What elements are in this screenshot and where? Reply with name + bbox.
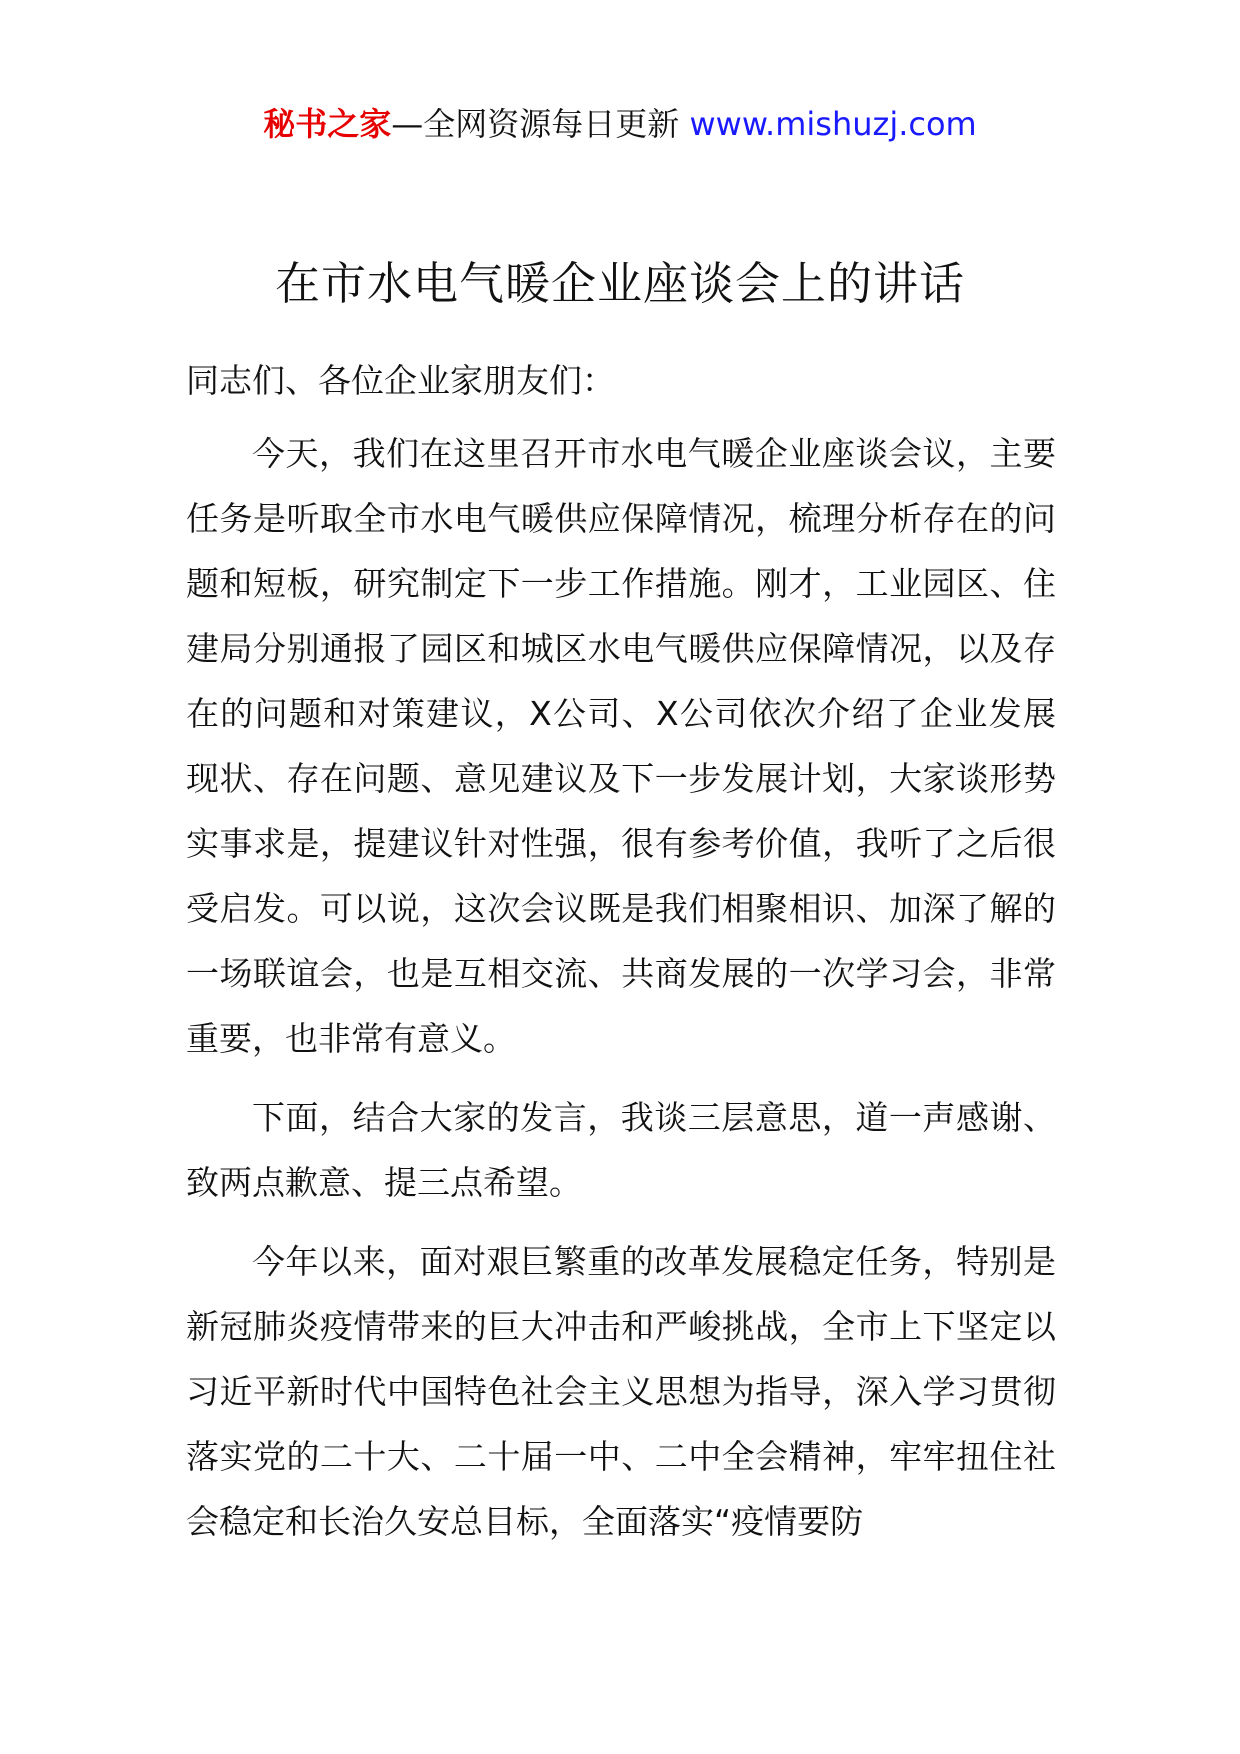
site-header (0, 100, 1240, 148)
paragraph-2: 下面，结合大家的发言，我谈三层意思，道一声感谢、致两点歉意、提三点希望。 (186, 1098, 1056, 1202)
brand-name: 秘书之家 (263, 105, 392, 143)
site-link[interactable]: www.mishuzj.com (689, 105, 977, 143)
paragraph-3: 今年以来，面对艰巨繁重的改革发展稳定任务，特别是新冠肺炎疫情带来的巨大冲击和严峻挑战，全市上下坚定以习近平新时代中国特色社会主义思想为指导，深入学习贯彻落实党的二十大、二十届一中、二中全会精神，牢牢扭住社会稳定和长治久安总目标，全面落实“疫情要防 (186, 1242, 1056, 1541)
salutation: 同志们、各位企业家朋友们： (186, 361, 615, 400)
document-title: 在市水电气暖企业座谈会上的讲话 (274, 257, 965, 310)
document-body (186, 348, 1056, 1568)
paragraph-1: 今天，我们在这里召开市水电气暖企业座谈会议，主要任务是听取全市水电气暖供应保障情况，梳理分析存在的问题和短板，研究制定下一步工作措施。刚才，工业园区、住建局分别通报了园区和城区水电气暖供应保障情况，以及存在的问题和对策建议，X公司、X公司依次介绍了企业发展现状、存在问题、意见建议及下一步发展计划，大家谈形势实事求是，提建议针对性强，很有参考价值，我听了之后很受启发。可以说，这次会议既是我们相聚相识、加深了解的一场联谊会，也是互相交流、共商发展的一次学习会，非常重要，也非常有意义。 (186, 434, 1056, 1058)
header-tagline: —全网资源每日更新 (391, 105, 690, 143)
